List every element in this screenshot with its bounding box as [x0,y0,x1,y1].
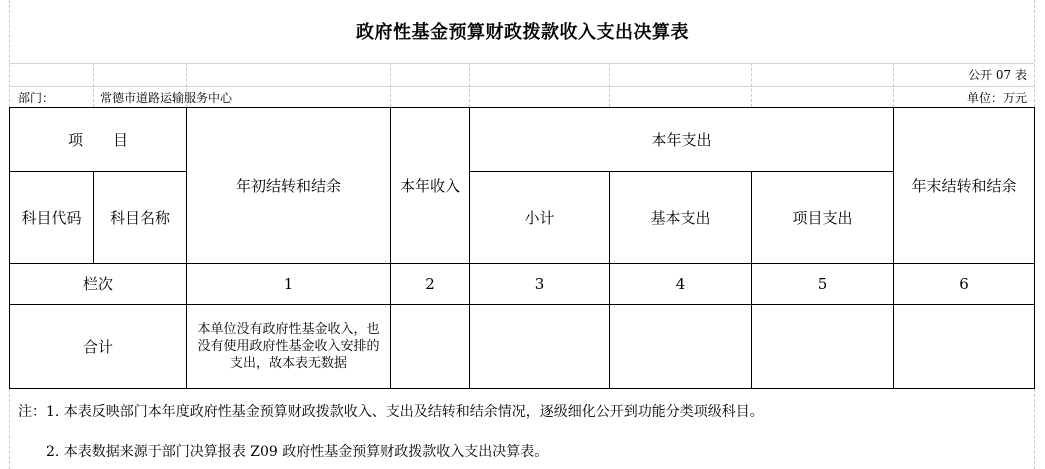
column-number: 4 [610,263,752,304]
department-label: 部门： [18,91,55,105]
grid-line [609,63,610,107]
table-row [10,263,1035,304]
table-cell [391,304,470,388]
footnote-1: 注：1. 本表反映部门本年度政府性基金预算财政拨款收入、支出及结转和结余情况，逐级细化公开到功能分类项级科目。 [18,404,764,420]
column-number: 3 [470,263,610,304]
grid-line [751,63,752,107]
column-number: 2 [391,263,470,304]
table-row [10,304,1035,388]
grid-line [9,389,10,469]
department-name: 常德市道路运输服务中心 [100,91,233,105]
total-label: 合计 [10,304,187,388]
grid-line [469,63,470,107]
header-subject-code: 科目代码 [10,172,94,263]
header-basic-expenditure: 基本支出 [610,172,752,263]
form-number: 公开 07 表 [968,68,1027,82]
table-cell [752,304,894,388]
grid-line [1034,389,1035,469]
table-cell [610,304,752,388]
grid-line [390,63,391,107]
header-opening-balance: 年初结转和结余 [187,108,391,264]
unit-label: 单位：万元 [966,91,1027,105]
total-note: 本单位没有政府性基金收入，也没有使用政府性基金收入安排的支出，故本表无数据 [187,304,391,388]
table-cell [470,304,610,388]
grid-line [9,0,10,107]
fund-table [9,107,1035,389]
column-number: 6 [894,263,1035,304]
header-project-expenditure: 项目支出 [752,172,894,263]
footnote-2: 2. 本表数据来源于部门决算报表 Z09 政府性基金预算财政拨款收入支出决算表。 [46,444,549,460]
grid-line [9,63,1034,64]
header-income: 本年收入 [391,108,470,264]
header-subtotal: 小计 [470,172,610,263]
grid-line [893,63,894,107]
column-number: 5 [752,263,894,304]
header-closing-balance: 年末结转和结余 [894,108,1035,264]
header-item: 项 目 [10,108,187,172]
header-expenditure: 本年支出 [470,108,894,172]
grid-line [9,86,1034,87]
header-subject-name: 科目名称 [94,172,187,263]
grid-line [93,63,94,107]
column-number: 1 [187,263,391,304]
grid-line [1034,0,1035,107]
row-index-label: 栏次 [10,263,187,304]
report-title: 政府性基金预算财政拨款收入支出决算表 [356,22,689,43]
table-cell [894,304,1035,388]
